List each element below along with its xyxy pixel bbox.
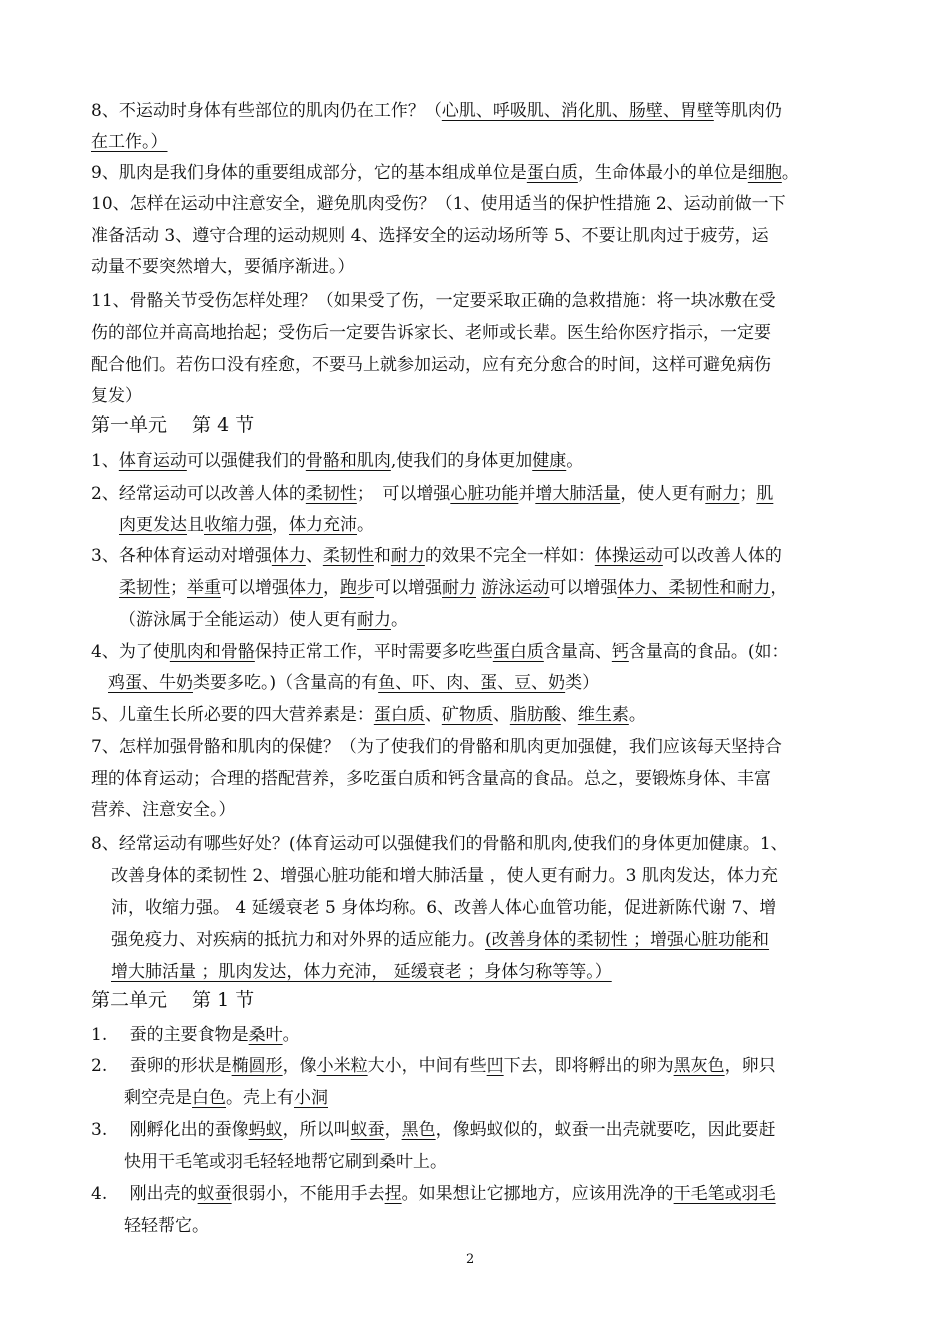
underlined-answer: 举重	[187, 578, 221, 598]
text-line	[91, 381, 142, 411]
text-segment: 并	[518, 484, 536, 504]
underlined-answer: 鱼、吓、肉、蛋、豆、奶	[378, 673, 566, 693]
text-segment: 、	[492, 705, 510, 725]
text-segment: 大小，中间有些	[367, 1056, 487, 1076]
text-segment: ，生命体最小的单位是	[577, 163, 748, 183]
text-segment: 伤的部位并高高地抬起；受伤后一定要告诉家长、老师或长辈。医生给你医疗指示，一定要	[91, 323, 771, 343]
text-segment: ，使人更有	[620, 484, 706, 504]
text-segment: 2. 蚕卵的形状是	[91, 1056, 232, 1076]
text-line	[119, 510, 374, 540]
underlined-answer: 骨骼和肌肉	[305, 451, 391, 471]
text-segment: 和	[373, 546, 391, 566]
text-segment: ；	[170, 578, 187, 598]
text-segment: 含量高的食品。(如：	[628, 642, 789, 662]
underlined-answer: 细胞	[747, 163, 782, 183]
text-segment: 理的体育运动；合理的搭配营养，多吃蛋白质和钙含量高的食品。总之，要锻炼身体、丰富	[91, 769, 771, 789]
text-line	[91, 637, 788, 667]
text-segment: 。	[566, 451, 584, 471]
text-segment: ； 可以增强	[356, 484, 451, 504]
text-segment: 、	[305, 546, 323, 566]
underlined-answer: 收缩力强	[204, 515, 272, 535]
underlined-answer: 鸡蛋、牛奶	[108, 673, 193, 693]
text-segment: 下去，即将孵出的卵为	[503, 1056, 674, 1076]
text-line	[111, 957, 612, 987]
text-segment: 。壳上有	[226, 1088, 294, 1108]
text-segment: 沛，收缩力强。 4 延缓衰老 5 身体均称。6、改善人体心血管功能，促进新陈代谢 7、增	[111, 898, 777, 918]
text-line	[91, 350, 771, 380]
underlined-answer: 白色	[192, 1088, 226, 1108]
text-line	[91, 700, 646, 730]
text-line	[91, 795, 236, 825]
underlined-answer: 蚂蚁	[248, 1120, 283, 1140]
text-segment: 4. 刚出壳的	[91, 1184, 198, 1204]
text-segment: 复发）	[91, 386, 142, 406]
text-segment: ，	[384, 1120, 402, 1140]
text-segment: 可以改善人体的	[662, 546, 782, 566]
text-line	[91, 829, 788, 859]
text-segment: 8、不运动时身体有些部位的肌肉仍在工作？（	[91, 101, 442, 121]
text-line	[119, 573, 787, 603]
text-line	[91, 286, 776, 316]
text-segment: 可以增强	[221, 578, 289, 598]
underlined-answer: 钙	[611, 642, 629, 662]
text-segment: ,使我们的身体更加	[390, 451, 533, 471]
text-segment: 9、肌肉是我们身体的重要组成部分，它的基本组成单位是	[91, 163, 527, 183]
underlined-answer: 肌	[756, 484, 774, 504]
text-segment: 等肌肉仍	[713, 101, 782, 121]
text-segment: ，	[272, 515, 289, 535]
text-segment: 、	[560, 705, 578, 725]
text-segment: ，所以叫	[282, 1120, 351, 1140]
text-segment: ，卵只	[724, 1056, 776, 1076]
page-number: 2	[466, 1252, 475, 1267]
text-segment: 的效果不完全一样如：	[424, 546, 595, 566]
text-segment: 。	[282, 1025, 300, 1045]
underlined-answer: 耐力	[442, 578, 476, 598]
underlined-answer: 捏	[384, 1184, 402, 1204]
text-segment: ，	[770, 578, 788, 598]
text-line	[119, 605, 408, 635]
underlined-answer: 耐力	[705, 484, 740, 504]
text-line	[91, 158, 799, 188]
underlined-answer: 体操运动	[594, 546, 663, 566]
text-segment: 、	[424, 705, 442, 725]
underlined-answer: 蚁蚕	[197, 1184, 232, 1204]
underlined-answer: 凹	[486, 1056, 504, 1076]
underlined-answer: 体力	[271, 546, 306, 566]
underlined-answer: 蛋白质	[526, 163, 578, 183]
text-line	[91, 1115, 776, 1145]
underlined-answer: 耐力	[357, 610, 391, 630]
underlined-answer: 小洞	[294, 1088, 328, 1108]
text-segment: 7、怎样加强骨骼和肌肉的保健？（为了使我们的骨骼和肌肉更加强健，我们应该每天坚持合	[91, 737, 782, 757]
text-segment: 10、怎样在运动中注意安全，避免肌肉受伤？（1、使用适当的保护性措施 2、运动前做一下	[91, 194, 786, 214]
underlined-answer: 心肌、呼吸肌、消化肌、肠壁、胃壁	[441, 101, 714, 121]
underlined-answer: 小米粒	[316, 1056, 368, 1076]
text-segment: 配合他们。若伤口没有痊愈，不要马上就参加运动，应有充分愈合的时间，这样可避免病伤	[91, 355, 771, 375]
text-segment: 。	[781, 163, 799, 183]
text-line	[91, 732, 782, 762]
text-segment: 轻轻帮它。	[124, 1216, 209, 1236]
text-segment: 11、骨骼关节受伤怎样处理？（如果受了伤，一定要采取正确的急救措施：将一块冰敷在受	[91, 291, 776, 311]
text-line	[124, 1211, 209, 1241]
section-heading	[91, 410, 254, 440]
text-segment: 3、各种体育运动对增强	[91, 546, 272, 566]
text-segment: 8、经常运动有哪些好处？(体育运动可以强健我们的骨骼和肌肉,使我们的身体更加健康。1、	[91, 834, 788, 854]
text-line	[91, 252, 355, 282]
text-line	[91, 1051, 776, 1081]
text-segment: 动量不要突然增大，要循序渐进。）	[91, 257, 355, 277]
underlined-answer: 体力充沛	[289, 515, 357, 535]
text-segment: 。如果想让它挪地方，应该用洗净的	[401, 1184, 674, 1204]
underlined-answer: 蛋白质	[373, 705, 425, 725]
text-segment: 准备活动 3、遵守合理的运动规则 4、选择安全的运动场所等 5、不要让肌肉过于疲劳，运	[91, 226, 769, 246]
text-line	[111, 925, 769, 955]
underlined-answer: 柔韧性	[119, 578, 170, 598]
underlined-answer: 跑步	[340, 578, 374, 598]
text-segment: 1. 蚕的主要食物是	[91, 1025, 249, 1045]
underlined-answer: 矿物质	[441, 705, 493, 725]
text-line	[124, 1083, 328, 1113]
text-line	[91, 96, 782, 126]
text-line	[91, 127, 168, 157]
underlined-answer: 椭圆形	[231, 1056, 283, 1076]
text-segment: 。	[391, 610, 408, 630]
underlined-answer: 柔韧性	[322, 546, 374, 566]
text-segment: 剩空壳是	[124, 1088, 192, 1108]
text-line	[91, 446, 583, 476]
underlined-answer: 增大肺活量	[535, 484, 621, 504]
underlined-answer: 蚁蚕	[350, 1120, 385, 1140]
text-segment: ；	[739, 484, 757, 504]
text-segment: 且	[187, 515, 204, 535]
text-segment: 可以增强	[549, 578, 618, 598]
text-line	[111, 861, 778, 891]
text-segment: ，像	[282, 1056, 317, 1076]
text-segment: 。	[357, 515, 374, 535]
text-line	[91, 479, 773, 509]
text-segment: 1、	[91, 451, 119, 471]
text-segment: 可以增强	[374, 578, 442, 598]
underlined-answer: 干毛笔或羽毛	[673, 1184, 776, 1204]
text-segment: 改善身体的柔韧性 2、增强心脏功能和增大肺活量 ，使人更有耐力。3 肌肉发达，体力充	[111, 866, 778, 886]
text-segment: 含量高、	[543, 642, 612, 662]
text-line	[91, 541, 782, 571]
underlined-answer: 桑叶	[248, 1025, 283, 1045]
text-segment: 类要多吃。)（含量高的有	[193, 673, 379, 693]
text-segment: （游泳属于全能运动）使人更有	[119, 610, 357, 630]
text-line	[91, 189, 786, 219]
text-segment: 营养、注意安全。）	[91, 800, 236, 820]
text-line	[111, 893, 776, 923]
text-segment: 强免疫力、对疾病的抵抗力和对外界的适应能力。	[111, 930, 485, 950]
underlined-answer: 脂肪酸	[509, 705, 561, 725]
text-segment: 5、儿童生长所必要的四大营养素是：	[91, 705, 374, 725]
text-segment: 第二单元 第 1 节	[91, 989, 255, 1011]
underlined-answer: 体力	[289, 578, 323, 598]
underlined-answer: 肌肉和骨骼	[169, 642, 255, 662]
text-line	[91, 764, 771, 794]
text-segment: 第一单元 第 4 节	[91, 414, 255, 436]
underlined-answer: 在工作。）	[91, 132, 168, 152]
underlined-answer: 柔韧性	[305, 484, 357, 504]
text-segment: 。	[628, 705, 646, 725]
text-line	[91, 318, 771, 348]
underlined-answer: 维生素	[577, 705, 629, 725]
text-line	[91, 221, 769, 251]
underlined-answer: 黑灰色	[673, 1056, 725, 1076]
section-heading	[91, 985, 254, 1015]
text-line	[91, 1020, 300, 1050]
underlined-answer: 游泳运动	[481, 578, 550, 598]
underlined-answer: 耐力	[390, 546, 425, 566]
text-segment: 2、经常运动可以改善人体的	[91, 484, 306, 504]
underlined-answer: 增大肺活量 ；肌肉发达，体力充沛， 延缓衰老 ；身体匀称等等。）	[111, 962, 612, 982]
text-line	[124, 1147, 447, 1177]
text-segment: 4、为了使	[91, 642, 170, 662]
text-segment: 保持正常工作，平时需要多吃些	[254, 642, 493, 662]
underlined-answer: 心脏功能	[450, 484, 519, 504]
text-line	[91, 1179, 776, 1209]
underlined-answer: 肉更发达	[119, 515, 187, 535]
text-segment: 可以强健我们的	[186, 451, 306, 471]
text-line	[108, 668, 599, 698]
text-segment: 很弱小，不能用手去	[231, 1184, 385, 1204]
underlined-answer: 体育运动	[118, 451, 187, 471]
underlined-answer: 黑色	[401, 1120, 436, 1140]
underlined-answer: 体力、柔韧性和耐力	[617, 578, 771, 598]
text-segment: ，像蚂蚁似的，蚁蚕一出壳就要吃，因此要赶	[435, 1120, 776, 1140]
text-segment: 类）	[565, 673, 600, 693]
text-segment: 快用干毛笔或羽毛轻轻地帮它刷到桑叶上。	[124, 1152, 447, 1172]
underlined-answer: 蛋白质	[492, 642, 544, 662]
text-segment: 3. 刚孵化出的蚕像	[91, 1120, 249, 1140]
text-segment: ，	[323, 578, 340, 598]
underlined-answer: 健康	[532, 451, 567, 471]
underlined-answer: (改善身体的柔韧性 ；增强心脏功能和	[485, 930, 770, 950]
